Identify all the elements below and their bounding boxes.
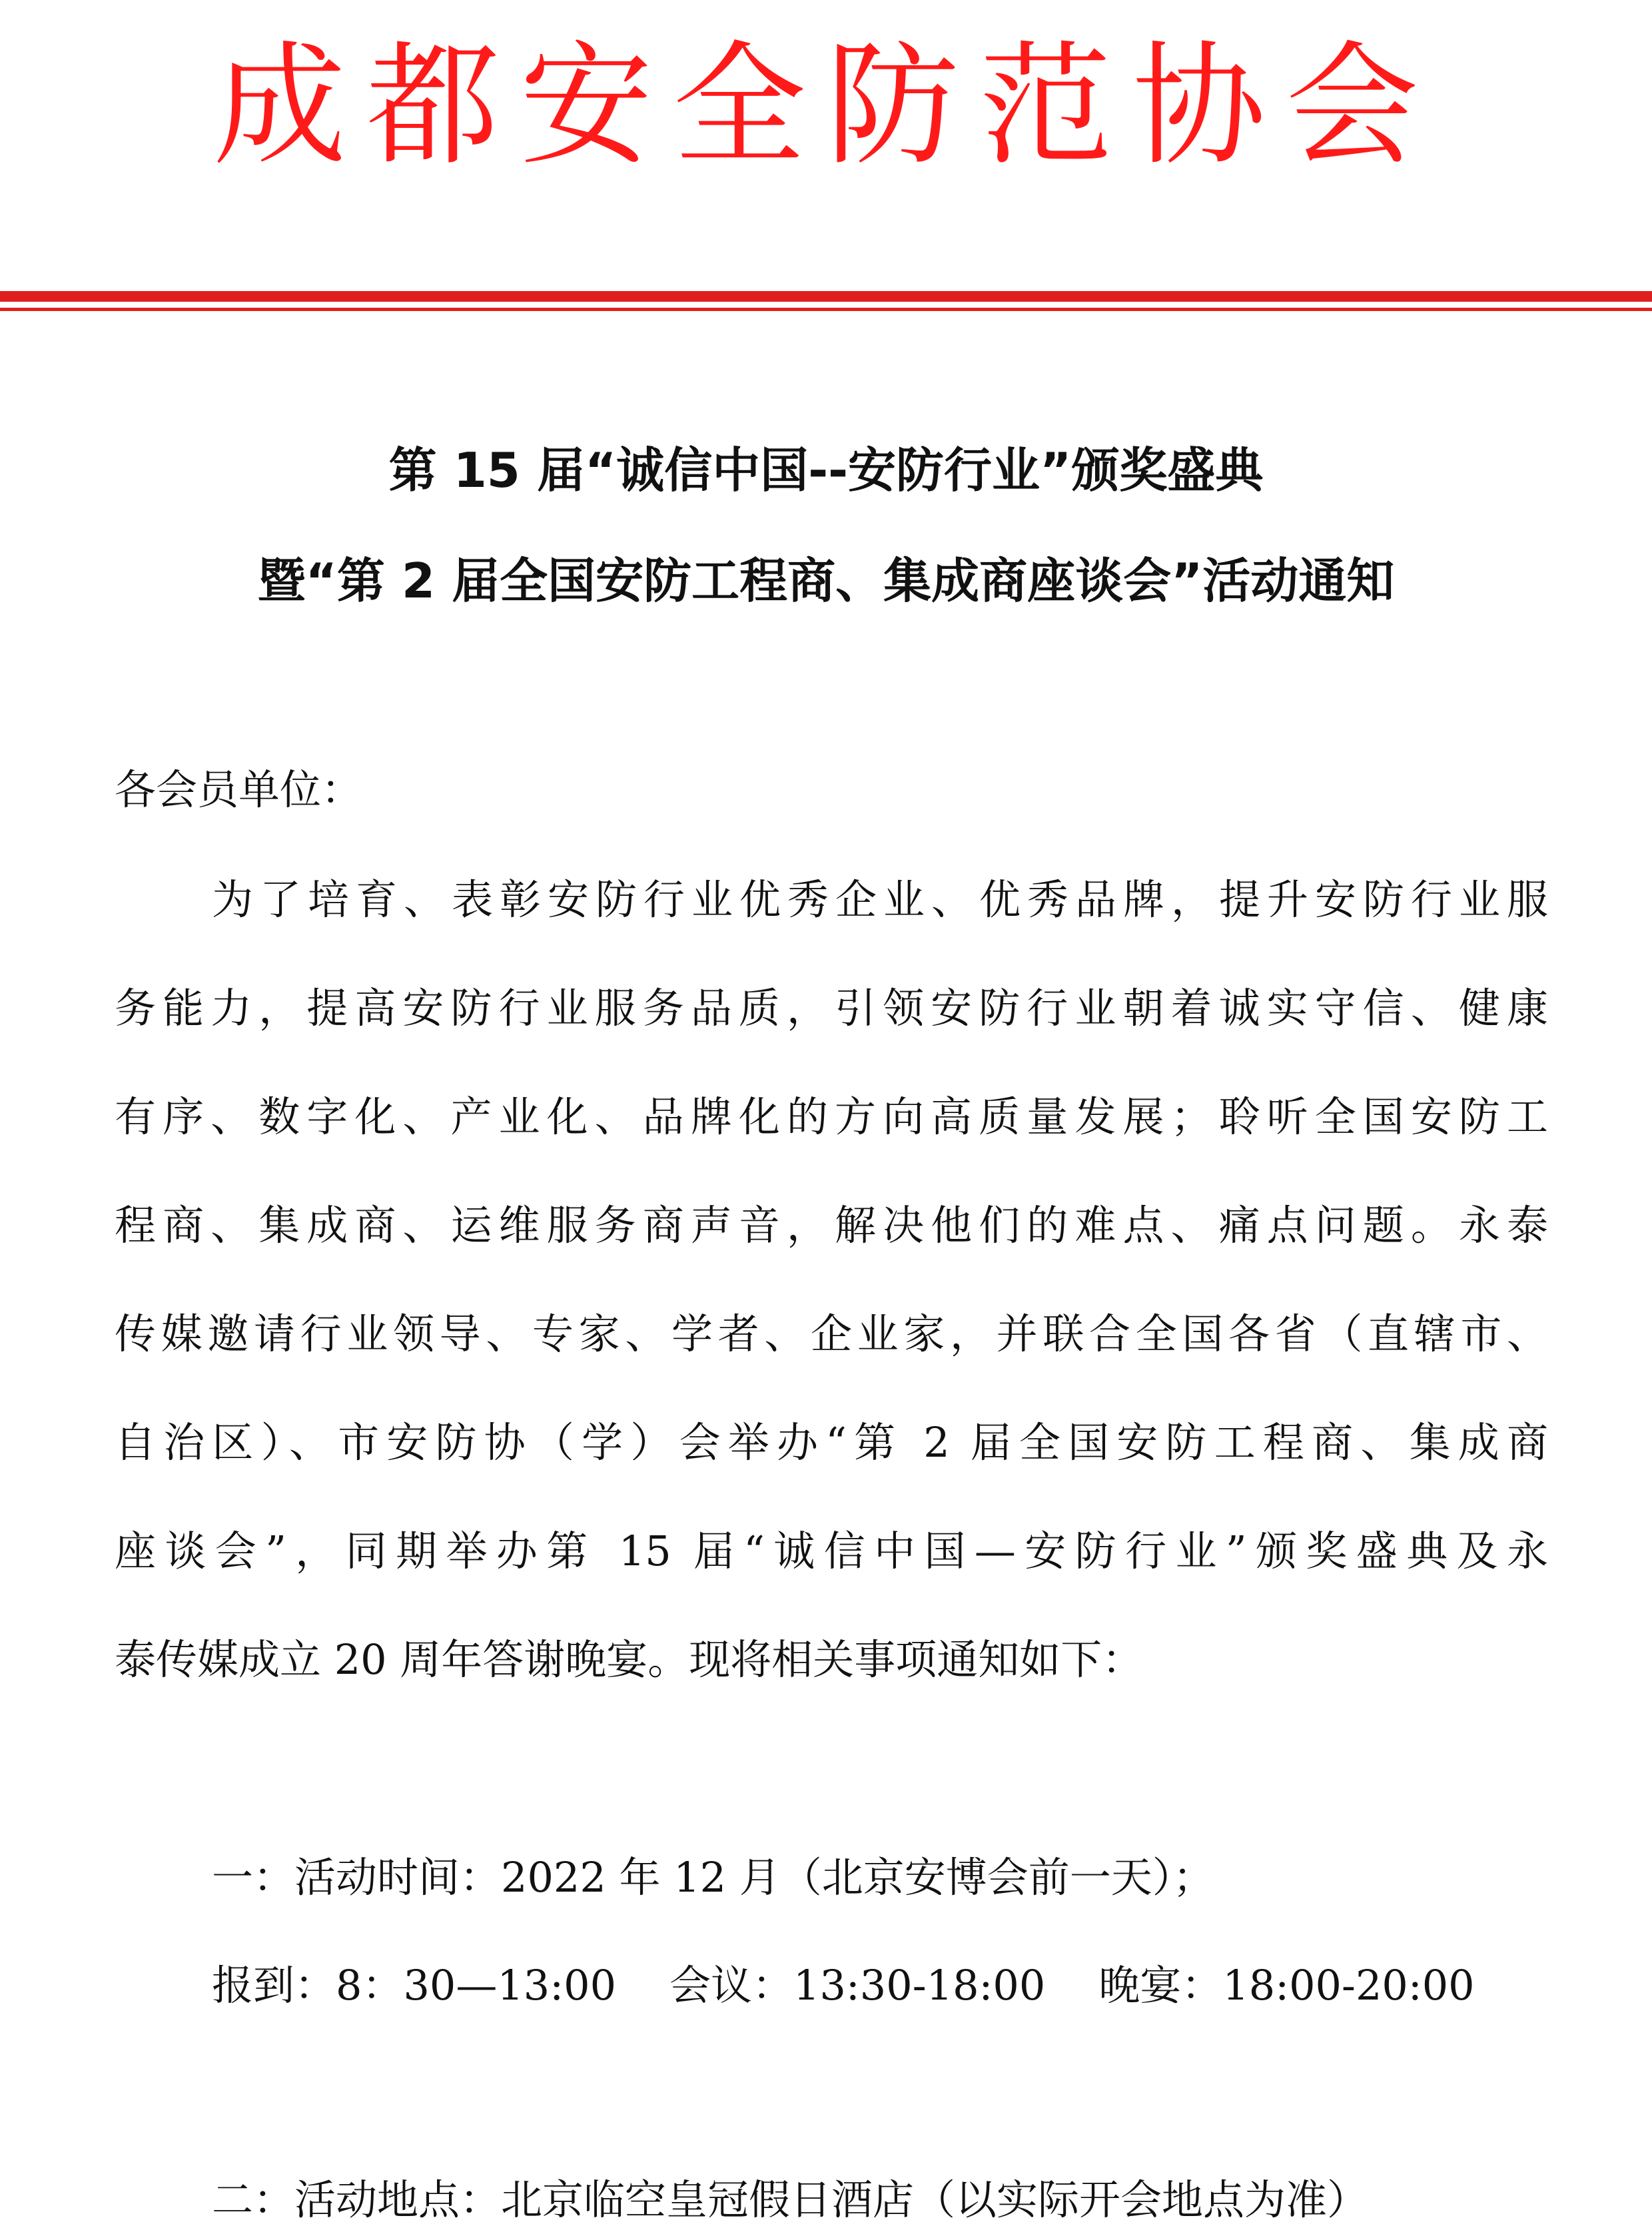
red-rule-thin <box>0 308 1652 311</box>
body-line: 自治区）、市安防协（学）会举办“第 2 届全国安防工程商、集成商 <box>115 1418 1548 1467</box>
document-title-line-1: 第 15 届“诚信中国--安防行业”颁奖盛典 <box>388 442 1264 498</box>
org-name-heading: 成都安全防范协会 <box>212 29 1439 184</box>
activity-venue: 二：活动地点：北京临空皇冠假日酒店（以实际开会地点为准） <box>212 2175 1369 2224</box>
schedule-row <box>212 1961 1475 2010</box>
body-line: 有序、数字化、产业化、品牌化的方向高质量发展；聆听全国安防工 <box>115 1092 1548 1141</box>
masthead <box>0 27 1652 186</box>
body-line: 为了培育、表彰安防行业优秀企业、优秀品牌，提升安防行业服 <box>212 875 1548 924</box>
body-line: 座谈会”，同期举办第 15 届“诚信中国—安防行业”颁奖盛典及永 <box>115 1527 1548 1575</box>
red-rule-thick <box>0 291 1652 302</box>
schedule-meeting: 会议：13:30-18:00 <box>669 1961 1046 2010</box>
schedule-checkin: 报到：8：30—13:00 <box>212 1961 617 2010</box>
document-title-line-2: 暨“第 2 届全国安防工程商、集成商座谈会”活动通知 <box>257 553 1395 609</box>
salutation: 各会员单位： <box>115 765 363 814</box>
body-line: 传媒邀请行业领导、专家、学者、企业家，并联合全国各省（直辖市、 <box>115 1309 1548 1358</box>
activity-time: 一：活动时间：2022 年 12 月（北京安博会前一天）； <box>212 1853 1214 1902</box>
body-line: 泰传媒成立 20 周年答谢晚宴。现将相关事项通知如下： <box>115 1635 1144 1684</box>
body-line: 程商、集成商、运维服务商声音，解决他们的难点、痛点问题。永泰 <box>115 1201 1548 1250</box>
body-line: 务能力，提高安防行业服务品质，引领安防行业朝着诚实守信、健康 <box>115 984 1548 1032</box>
schedule-banquet: 晚宴：18:00-20:00 <box>1098 1961 1475 2010</box>
